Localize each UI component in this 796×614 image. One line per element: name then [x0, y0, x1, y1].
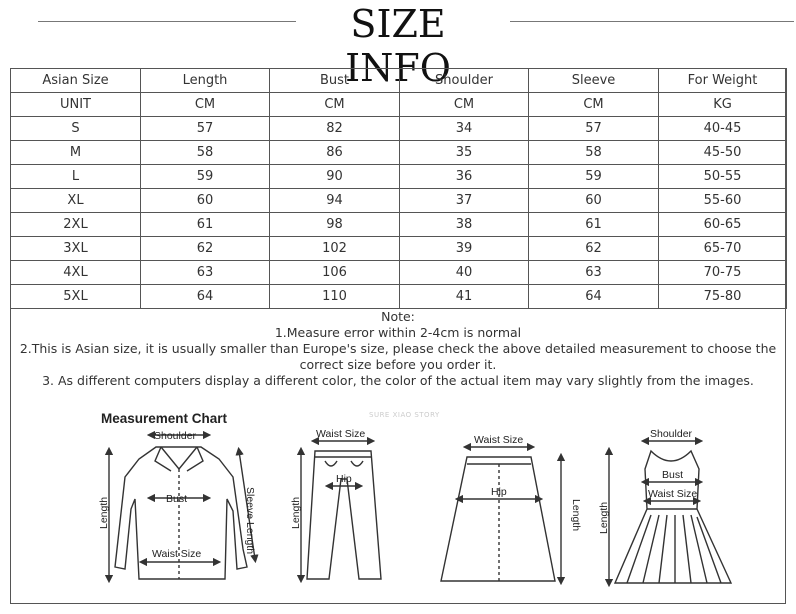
dress-waist-label: Waist Size	[648, 488, 698, 500]
table-cell: 57	[529, 117, 659, 141]
table-cell: 50-55	[659, 165, 787, 189]
table-cell: 94	[270, 189, 400, 213]
table-cell: 35	[400, 141, 529, 165]
table-row	[11, 165, 787, 189]
pants-length-label: Length	[290, 496, 302, 529]
table-cell: Asian Size	[11, 69, 141, 93]
table-header-row	[11, 69, 787, 93]
notes-heading: Note:	[381, 309, 415, 324]
table-cell: 57	[141, 117, 270, 141]
table-cell: CM	[529, 93, 659, 117]
table-row	[11, 261, 787, 285]
table-cell: CM	[400, 93, 529, 117]
table-cell: 75-80	[659, 285, 787, 309]
dress-bust-label: Bust	[662, 469, 684, 481]
shirt-shoulder-label: Shoulder	[154, 430, 197, 442]
table-cell: 41	[400, 285, 529, 309]
note-line-3: 3. As different computers display a different color, the color of the actual item may vary slightly from the images.	[42, 373, 754, 388]
table-cell: 4XL	[11, 261, 141, 285]
note-line-2: 2.This is Asian size, it is usually smaller than Europe's size, please check the above detailed measurement to choose the correct size before you order it.	[19, 341, 777, 372]
shirt-bust-label: Bust	[166, 493, 188, 505]
table-cell: UNIT	[11, 93, 141, 117]
table-cell: 60	[529, 189, 659, 213]
table-row	[11, 117, 787, 141]
dress-length-label: Length	[598, 501, 610, 534]
skirt-waist-label: Waist Size	[474, 434, 524, 446]
table-cell: XL	[11, 189, 141, 213]
table-cell: 60	[141, 189, 270, 213]
table-cell: 61	[529, 213, 659, 237]
table-cell: 58	[141, 141, 270, 165]
table-cell: Sleeve	[529, 69, 659, 93]
table-cell: L	[11, 165, 141, 189]
table-cell: 98	[270, 213, 400, 237]
table-cell: S	[11, 117, 141, 141]
table-cell: 70-75	[659, 261, 787, 285]
table-cell: 62	[141, 237, 270, 261]
table-cell: 86	[270, 141, 400, 165]
table-cell: CM	[270, 93, 400, 117]
measurement-chart-title: Measurement Chart	[101, 411, 228, 426]
page-title: SIZE INFO	[345, 2, 451, 90]
table-cell: 63	[141, 261, 270, 285]
table-cell: 45-50	[659, 141, 787, 165]
skirt-hip-label: Hip	[491, 486, 507, 498]
table-cell: 40-45	[659, 117, 787, 141]
size-chart-panel	[10, 68, 786, 604]
table-row	[11, 189, 787, 213]
table-cell: 61	[141, 213, 270, 237]
table-cell: 39	[400, 237, 529, 261]
table-cell: 90	[270, 165, 400, 189]
table-cell: 58	[529, 141, 659, 165]
table-cell: 65-70	[659, 237, 787, 261]
table-cell: 34	[400, 117, 529, 141]
table-cell: Length	[141, 69, 270, 93]
skirt-diagram	[441, 447, 561, 581]
table-cell: 106	[270, 261, 400, 285]
table-cell: M	[11, 141, 141, 165]
table-cell: 55-60	[659, 189, 787, 213]
table-cell: 59	[141, 165, 270, 189]
table-cell: 64	[141, 285, 270, 309]
table-cell: CM	[141, 93, 270, 117]
table-row	[11, 237, 787, 261]
table-row	[11, 285, 787, 309]
garment-diagrams	[11, 399, 785, 603]
table-cell: 36	[400, 165, 529, 189]
table-cell: 38	[400, 213, 529, 237]
table-cell: KG	[659, 93, 787, 117]
watermark: SURE XIAO STORY	[369, 411, 440, 419]
shirt-length-label: Length	[98, 496, 110, 529]
dress-shoulder-label: Shoulder	[650, 428, 693, 440]
shirt-waist-label: Waist Size	[152, 548, 202, 560]
table-cell: 82	[270, 117, 400, 141]
table-cell: For Weight	[659, 69, 787, 93]
pants-waist-label: Waist Size	[316, 428, 366, 440]
table-row	[11, 213, 787, 237]
table-units-row	[11, 93, 787, 117]
title-divider-left	[38, 21, 296, 22]
size-table	[10, 68, 787, 309]
dress-diagram	[609, 441, 731, 583]
notes-section	[11, 309, 785, 389]
table-cell: Bust	[270, 69, 400, 93]
table-cell: 5XL	[11, 285, 141, 309]
table-cell: 59	[529, 165, 659, 189]
shirt-sleeve-label: Sleeve Length	[244, 487, 256, 555]
table-cell: 62	[529, 237, 659, 261]
table-cell: 63	[529, 261, 659, 285]
skirt-length-label: Length	[570, 499, 582, 532]
table-cell: 110	[270, 285, 400, 309]
title-divider-right	[510, 21, 794, 22]
table-cell: 3XL	[11, 237, 141, 261]
pants-diagram	[301, 441, 381, 579]
table-cell: 37	[400, 189, 529, 213]
pants-hip-label: Hip	[336, 473, 352, 485]
measurement-chart	[11, 399, 785, 603]
table-row	[11, 141, 787, 165]
table-cell: 40	[400, 261, 529, 285]
table-cell: 102	[270, 237, 400, 261]
table-cell: 2XL	[11, 213, 141, 237]
table-cell: 60-65	[659, 213, 787, 237]
table-cell: 64	[529, 285, 659, 309]
table-cell: Shoulder	[400, 69, 529, 93]
note-line-1: 1.Measure error within 2-4cm is normal	[274, 325, 522, 340]
